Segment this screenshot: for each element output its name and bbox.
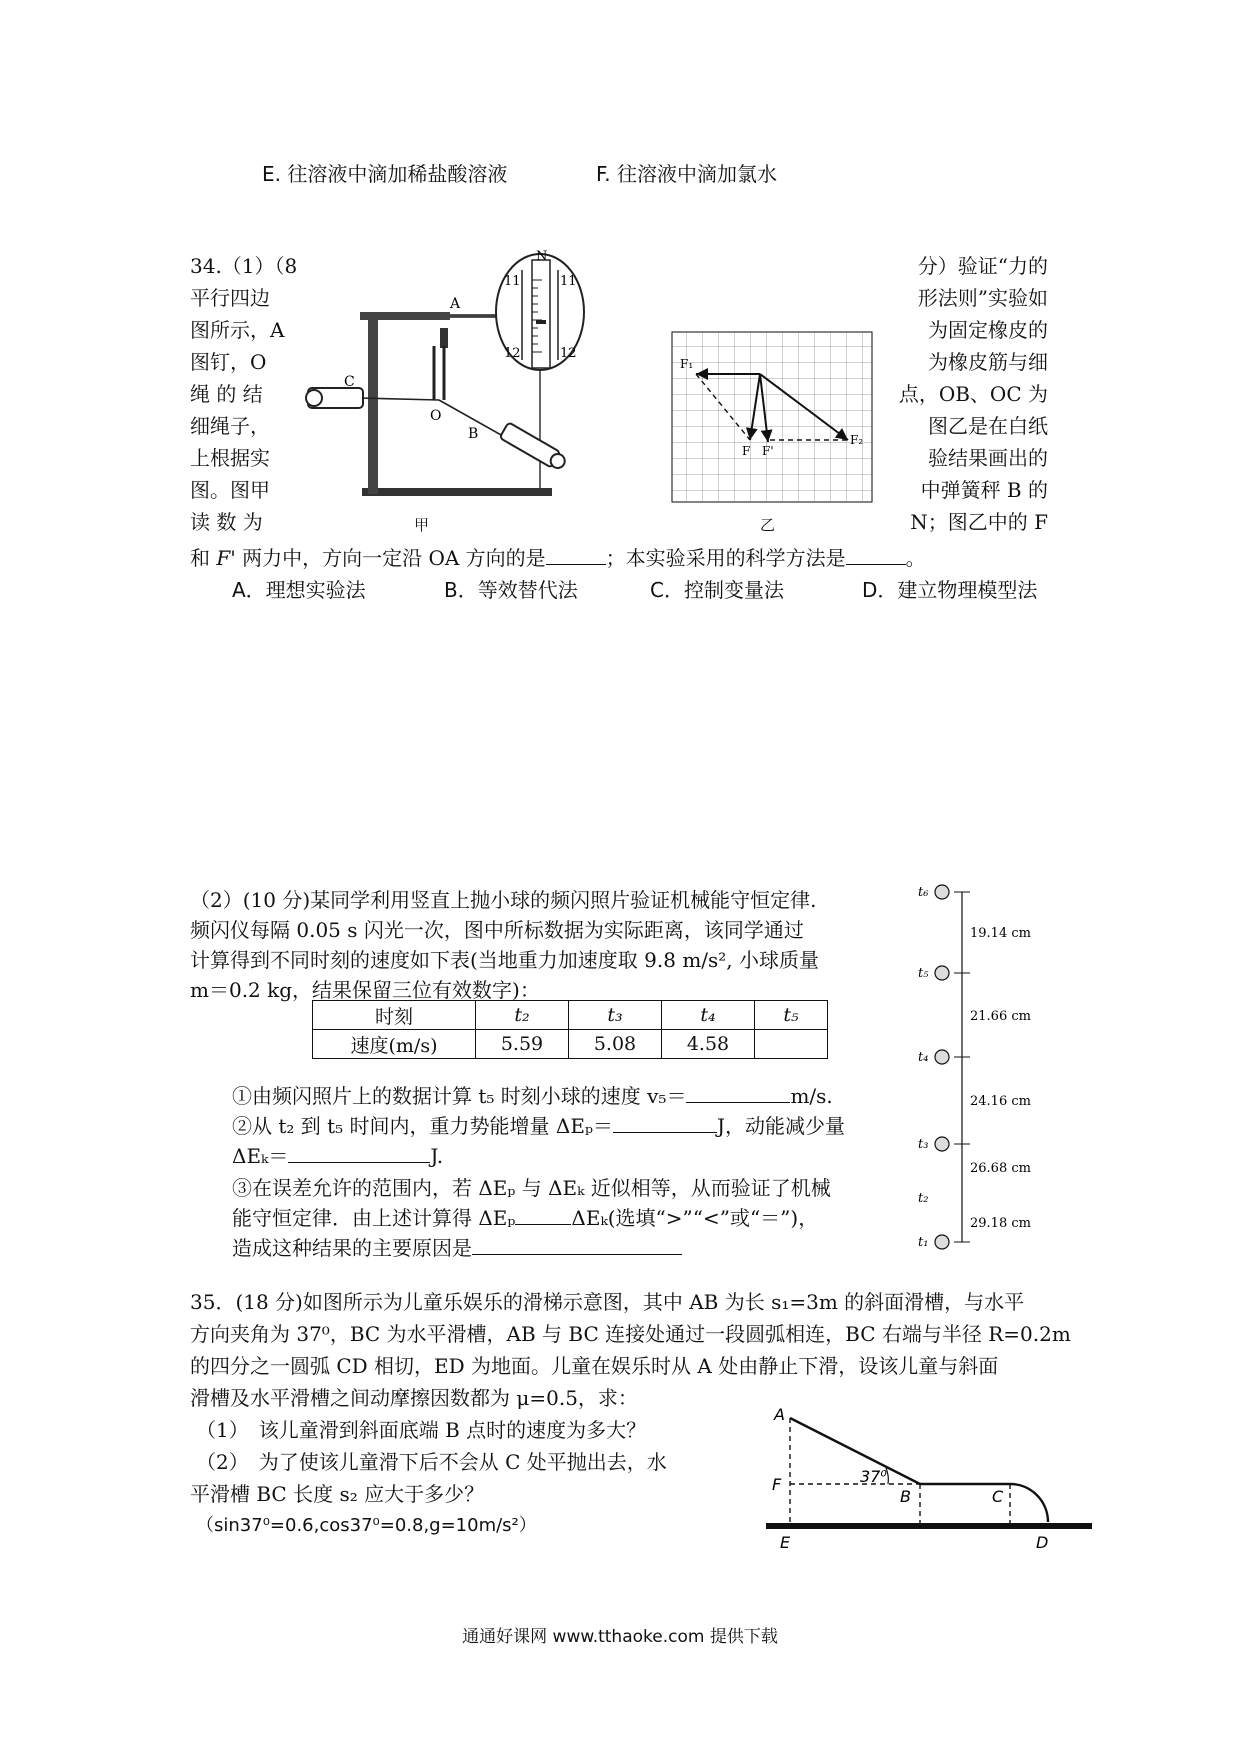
fig-jia-label-c: C: [344, 374, 355, 390]
answer-blank-compare[interactable]: [515, 1202, 571, 1225]
choice-c: C．控制变量法: [650, 578, 784, 602]
q34-1-right-4: 点，OB、OC 为: [898, 382, 1048, 406]
q1-text: ①由频闪照片上的数据计算 t₅ 时刻小球的速度 v₅＝: [232, 1084, 687, 1108]
q34-2-q1: [232, 1080, 833, 1112]
q35-line-3: 滑槽及水平滑槽之间动摩擦因数都为 μ=0.5，求：: [190, 1386, 638, 1410]
fig-jia-label-12-left: 12: [504, 346, 521, 361]
q34-1-last-line: [190, 542, 926, 574]
table-cell-empty[interactable]: [755, 1030, 828, 1059]
fig-jia-label-o: O: [430, 408, 442, 424]
answer-blank-delta-ep[interactable]: [613, 1110, 717, 1133]
q34-2-q3-l3: [232, 1232, 682, 1264]
velocity-table: [312, 1000, 828, 1059]
fig-yi-label-fprime: F': [762, 444, 774, 458]
q35-sub2b: 平滑槽 BC 长度 s₂ 应大于多少？: [190, 1482, 485, 1506]
table-cell: 5.08: [569, 1030, 662, 1059]
answer-blank-v5[interactable]: [686, 1080, 790, 1103]
q34-1-right-8: N；图乙中的 F: [910, 510, 1048, 534]
table-cell: 4.58: [662, 1030, 755, 1059]
slide-label-d: D: [1036, 1533, 1049, 1552]
q2-line2-text: ΔEₖ＝: [232, 1144, 289, 1168]
q34-2-intro-1: 频闪仪每隔 0.05 s 闪光一次，图中所标数据为实际距离，该同学通过: [190, 918, 804, 942]
table-cell: t₂: [476, 1001, 569, 1030]
page-footer: 通通好课网 www.tthaoke.com 提供下载: [462, 1627, 778, 1647]
q34-2-intro-0: （2）(10 分)某同学利用竖直上抛小球的频闪照片验证机械能守恒定律.: [190, 888, 817, 912]
strobe-distance-5: 29.18 cm: [970, 1216, 1031, 1231]
answer-blank-method[interactable]: [846, 542, 906, 565]
q34-1-left-6: 上根据实: [190, 446, 270, 470]
q35-given: （sin37⁰=0.6,cos37⁰=0.8,g=10m/s²）: [196, 1515, 537, 1536]
strobe-label-t4: t₄: [918, 1050, 929, 1065]
q2-line2-unit: J.: [430, 1144, 444, 1168]
slide-diagram: [760, 1400, 1100, 1560]
strobe-distance-3: 24.16 cm: [970, 1094, 1031, 1109]
strobe-label-t5: t₅: [918, 966, 929, 981]
answer-blank-reason[interactable]: [472, 1232, 682, 1255]
fig-yi-label-f1: F₁: [680, 357, 694, 371]
strobe-label-t2: t₂: [918, 1191, 929, 1206]
q2-mid: J，动能减少量: [716, 1114, 845, 1138]
slide-label-angle: 37⁰: [860, 1467, 887, 1486]
table-row-time: [313, 1001, 828, 1030]
q3-l2-options: ΔEₖ(选填“>”“<”或“＝”)，: [571, 1206, 819, 1230]
answer-blank-delta-ek[interactable]: [288, 1140, 430, 1163]
slide-label-b: B: [900, 1487, 911, 1506]
fig-jia-label-11-left: 11: [504, 274, 521, 289]
q35-sub2a: （2） 为了使该儿童滑下后不会从 C 处平抛出去，水: [196, 1450, 667, 1474]
slide-label-f: F: [772, 1475, 782, 1494]
text-period: 。: [905, 546, 926, 570]
choice-a: A．理想实验法: [232, 578, 366, 602]
q34-1-left-2: 图所示，A: [190, 318, 285, 342]
strobe-photo-diagram: [910, 880, 1050, 1252]
q34-1-left-5: 细绳子，: [190, 414, 270, 438]
slide-label-a: A: [774, 1405, 785, 1424]
q34-2-q2: [232, 1110, 845, 1142]
q34-2-q3-l2: [232, 1202, 818, 1234]
q34-1-right-2: 为固定橡皮的: [928, 318, 1048, 342]
q34-1-right-7: 中弹簧秤 B 的: [920, 478, 1048, 502]
fig-jia-label-12-right: 12: [560, 346, 577, 361]
q3-l3-text: 造成这种结果的主要原因是: [232, 1236, 472, 1260]
q34-1-left-3: 图钉，O: [190, 350, 267, 374]
q34-2-q3-l1: ③在误差允许的范围内，若 ΔEₚ 与 ΔEₖ 近似相等，从而验证了机械: [232, 1176, 831, 1200]
strobe-label-t1: t₁: [918, 1235, 929, 1250]
q35-line-2: 的四分之一圆弧 CD 相切，ED 为地面。儿童在娱乐时从 A 处由静止下滑，设该儿童与斜面: [190, 1354, 999, 1378]
option-e: E. 往溶液中滴加稀盐酸溶液: [262, 162, 508, 186]
fig-jia-label-11-right: 11: [560, 274, 577, 289]
q34-1-left-8: 读 数 为: [190, 510, 263, 534]
table-head-speed: 速度(m/s): [313, 1030, 476, 1059]
fig-jia-label-b: B: [468, 426, 479, 442]
q35-sub1: （1） 该儿童滑到斜面底端 B 点时的速度为多大？: [196, 1418, 647, 1442]
text-method-question: ；本实验采用的科学方法是: [605, 546, 846, 570]
option-f: F. 往溶液中滴加氯水: [596, 162, 778, 186]
q2-text: ②从 t₂ 到 t₅ 时间内，重力势能增量 ΔEₚ＝: [232, 1114, 613, 1138]
fig-yi-caption: 乙: [760, 516, 776, 534]
fig-jia-caption: 甲: [414, 516, 430, 534]
q35-line-0: 35．(18 分)如图所示为儿童乐娱乐的滑梯示意图，其中 AB 为长 s₁=3m 的斜面滑槽，与水平: [190, 1290, 1025, 1314]
q34-1-left-4: 绳 的 结: [190, 382, 263, 406]
q34-1-left-0: 34.（1）（8: [190, 254, 298, 278]
figure-yi-force-grid: [670, 330, 880, 505]
q34-2-intro-2: 计算得到不同时刻的速度如下表(当地重力加速度取 9.8 m/s², 小球质量: [190, 948, 820, 972]
q34-1-right-6: 验结果画出的: [928, 446, 1048, 470]
q34-1-right-3: 为橡皮筋与细: [928, 350, 1048, 374]
table-cell: 5.59: [476, 1030, 569, 1059]
table-cell: t₄: [662, 1001, 755, 1030]
table-cell: t₅: [755, 1001, 828, 1030]
q34-1-right-5: 图乙是在白纸: [928, 414, 1048, 438]
text-fprime: F': [216, 546, 236, 570]
q34-2-intro-3: m＝0.2 kg，结果保留三位有效数字)：: [190, 978, 540, 1002]
text-he: 和: [190, 546, 210, 570]
table-head-time: 时刻: [313, 1001, 476, 1030]
q35-line-1: 方向夹角为 37⁰，BC 为水平滑槽，AB 与 BC 连接处通过一段圆弧相连，BC 右端与半径 R=0.2m: [190, 1322, 1071, 1346]
fig-yi-label-f: F: [742, 444, 751, 458]
q1-unit: m/s.: [790, 1084, 833, 1108]
strobe-distance-4: 26.68 cm: [970, 1161, 1031, 1176]
fig-yi-label-f2: F₂: [850, 433, 864, 447]
strobe-distance-1: 19.14 cm: [970, 926, 1031, 941]
q3-l2-text: 能守恒定律．由上述计算得 ΔEₚ: [232, 1206, 516, 1230]
fig-jia-label-a: A: [450, 296, 461, 312]
text-direction-question: 两力中，方向一定沿 OA 方向的是: [242, 546, 546, 570]
table-cell: t₃: [569, 1001, 662, 1030]
q34-1-right-0: 分）验证“力的: [917, 254, 1048, 278]
choice-d: D．建立物理模型法: [862, 578, 1038, 602]
q34-1-left-1: 平行四边: [190, 286, 270, 310]
figure-jia-apparatus: [300, 250, 600, 530]
strobe-distance-2: 21.66 cm: [970, 1009, 1031, 1024]
strobe-label-t3: t₃: [918, 1137, 929, 1152]
q34-1-right-1: 形法则”实验如: [917, 286, 1048, 310]
slide-label-c: C: [992, 1487, 1004, 1506]
answer-blank-direction[interactable]: [546, 542, 606, 565]
slide-label-e: E: [780, 1533, 791, 1552]
q34-2-q2-line2: [232, 1140, 443, 1172]
strobe-label-t6: t₆: [918, 885, 929, 900]
choice-b: B．等效替代法: [444, 578, 578, 602]
table-row-speed: [313, 1030, 828, 1059]
fig-jia-label-n: N: [536, 250, 548, 264]
q34-1-left-7: 图。图甲: [190, 478, 270, 502]
